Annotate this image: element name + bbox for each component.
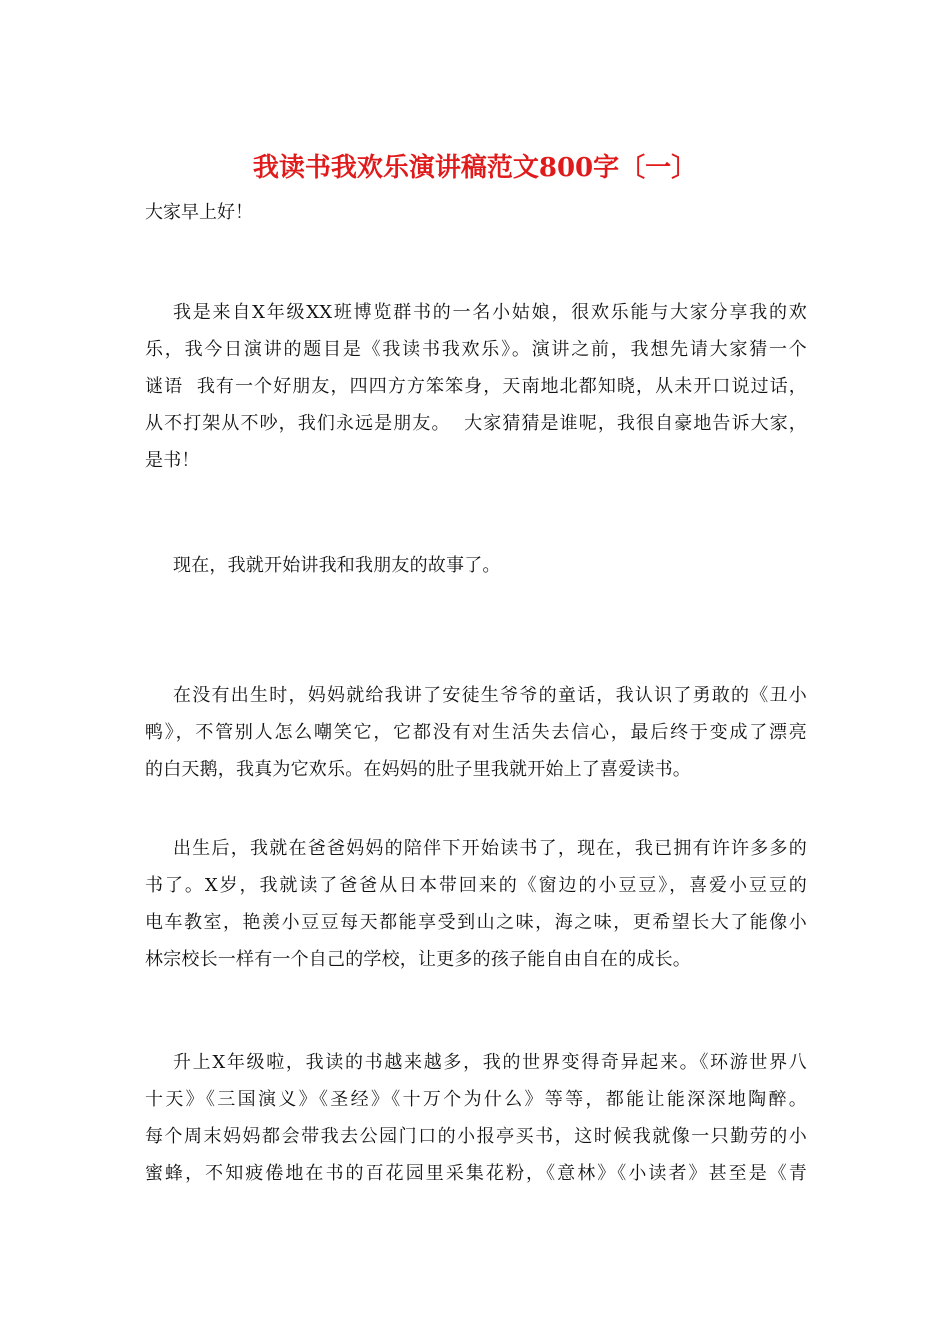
paragraph-line: 的白天鹅，我真为它欢乐。在妈妈的肚子里我就开始上了喜爱读书。 (145, 759, 691, 780)
document-title: 我读书我欢乐演讲稿范文800字〔一〕 (252, 153, 698, 183)
paragraph-before-birth (145, 683, 807, 794)
paragraph-after-birth (145, 836, 807, 984)
paragraph-line: 从不打架从不吵，我们永远是朋友。 大家猜猜是谁呢，我很自豪地告诉大家， (145, 413, 807, 434)
paragraph-line: 乐，我今日演讲的题目是《我读书我欢乐》。演讲之前，我想先请大家猜一个 (145, 339, 807, 360)
paragraph-grade-up (145, 1050, 807, 1198)
paragraph-line: 十天》《三国演义》《圣经》《十万个为什么》等等，都能让能深深地陶醉。 (145, 1089, 807, 1110)
greeting-line: 大家早上好！ (145, 202, 253, 223)
paragraph-line: 蜜蜂，不知疲倦地在书的百花园里采集花粉，《意林》《小读者》甚至是《青 (145, 1163, 807, 1184)
paragraph-line: 书了。X岁，我就读了爸爸从日本带回来的《窗边的小豆豆》，喜爱小豆豆的 (145, 875, 807, 896)
paragraph-line: 我是来自X年级XX班博览群书的一名小姑娘，很欢乐能与大家分享我的欢 (173, 302, 807, 323)
paragraph-line: 在没有出生时，妈妈就给我讲了安徒生爷爷的童话，我认识了勇敢的《丑小 (173, 685, 807, 706)
paragraph-intro (145, 300, 807, 485)
paragraph-line: 现在，我就开始讲我和我朋友的故事了。 (173, 555, 501, 576)
paragraph-line: 升上X年级啦，我读的书越来越多，我的世界变得奇异起来。《环游世界八 (173, 1052, 807, 1073)
paragraph-line: 谜语 我有一个好朋友，四四方方笨笨身，天南地北都知晓，从未开口说过话， (145, 376, 807, 397)
paragraph-line: 是书！ (145, 450, 200, 471)
paragraph-story-start (145, 553, 807, 590)
paragraph-line: 出生后，我就在爸爸妈妈的陪伴下开始读书了，现在，我已拥有许许多多的 (173, 838, 807, 859)
paragraph-line: 鸭》，不管别人怎么嘲笑它，它都没有对生活失去信心，最后终于变成了漂亮 (145, 722, 807, 743)
paragraph-line: 林宗校长一样有一个自己的学校，让更多的孩子能自由自在的成长。 (145, 949, 691, 970)
paragraph-line: 电车教室，艳羡小豆豆每天都能享受到山之味，海之味，更希望长大了能像小 (145, 912, 807, 933)
paragraph-line: 每个周末妈妈都会带我去公园门口的小报亭买书，这时候我就像一只勤劳的小 (145, 1126, 807, 1147)
